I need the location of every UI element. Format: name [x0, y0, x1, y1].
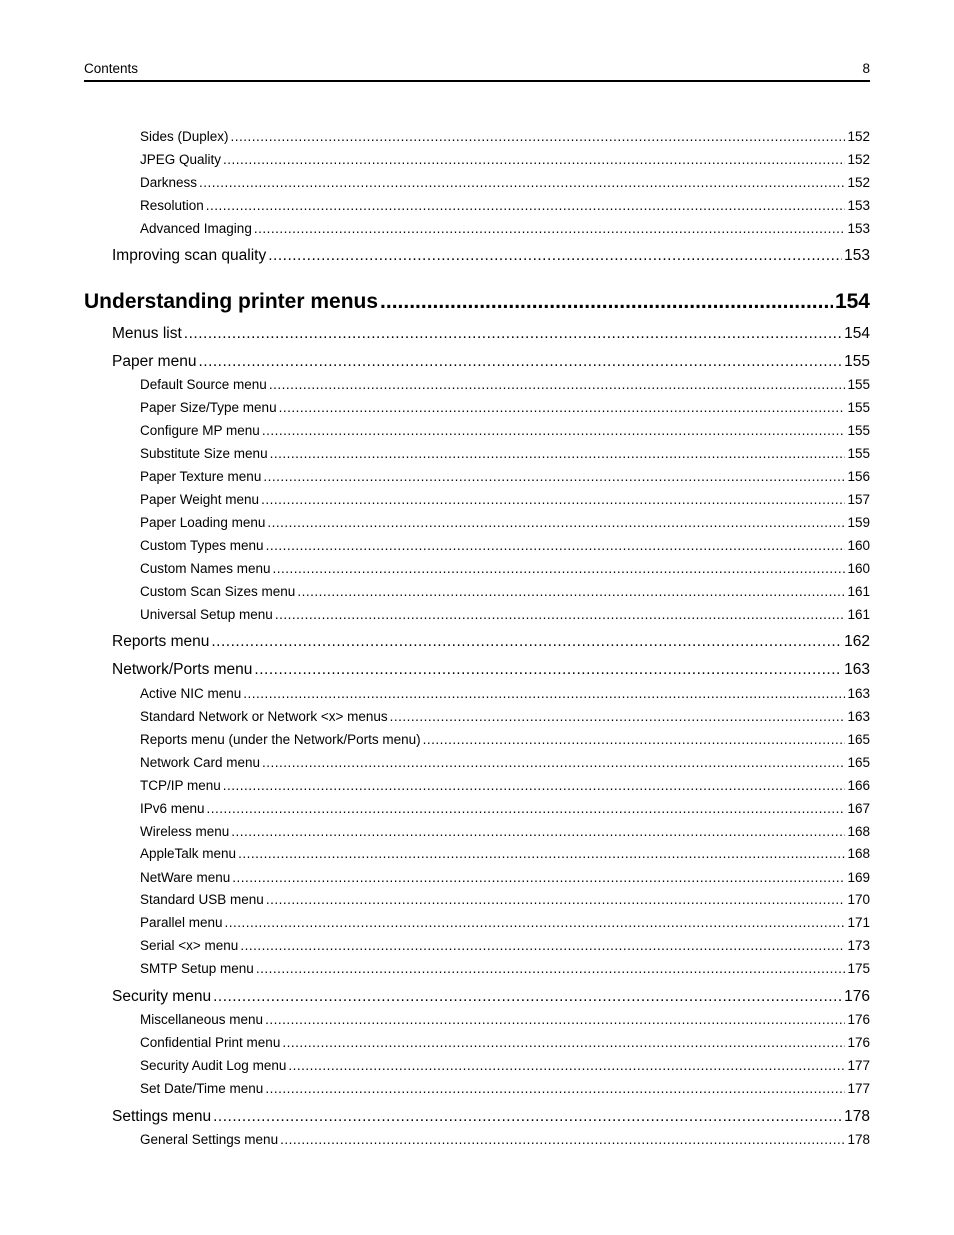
toc-subsection-entry[interactable]	[140, 800, 870, 818]
toc-entry-page-number: 168	[847, 846, 870, 861]
toc-subsection-entry[interactable]	[140, 445, 870, 463]
dot-leader	[213, 1107, 842, 1127]
toc-entry-page-number: 155	[847, 423, 870, 438]
toc-subsection-entry[interactable]	[140, 491, 870, 509]
toc-entry-label: Security menu	[112, 988, 212, 1005]
dot-leader	[297, 583, 845, 601]
toc-entry-label: Standard USB menu	[140, 892, 264, 907]
toc-entry-label: Parallel menu	[140, 915, 223, 930]
dot-leader	[273, 560, 846, 578]
page-header	[84, 60, 870, 82]
toc-entry-page-number: 154	[844, 325, 870, 342]
toc-entry-page-number: 165	[847, 732, 870, 747]
toc-subsection-entry[interactable]	[140, 914, 870, 932]
toc-entry-label: Confidential Print menu	[140, 1035, 281, 1050]
toc-entry-label: Paper Loading menu	[140, 515, 266, 530]
toc-subsection-entry[interactable]	[140, 845, 870, 863]
toc-entry-label: Default Source menu	[140, 377, 267, 392]
dot-leader	[211, 632, 842, 652]
toc-entry-label: Substitute Size menu	[140, 446, 268, 461]
toc-entry-page-number: 156	[847, 469, 870, 484]
toc-entry-label: Paper Size/Type menu	[140, 400, 277, 415]
toc-entry-page-number: 152	[847, 129, 870, 144]
toc-entry-page-number: 163	[844, 661, 870, 678]
toc-entry-page-number: 163	[847, 686, 870, 701]
toc-subsection-entry[interactable]	[140, 1080, 870, 1098]
toc-entry-page-number: 165	[847, 755, 870, 770]
dot-leader	[256, 960, 846, 978]
toc-entry-label: Network Card menu	[140, 755, 261, 770]
toc-subsection-entry[interactable]	[140, 514, 870, 532]
toc-entry-page-number: 176	[847, 1035, 870, 1050]
toc-entry-label: Reports menu (under the Network/Ports menu)	[140, 732, 421, 747]
toc-entry-page-number: 155	[847, 400, 870, 415]
dot-leader	[213, 987, 842, 1007]
dot-leader	[266, 537, 846, 555]
toc-entry-label: Reports menu	[112, 633, 210, 650]
toc-subsection-entry[interactable]	[140, 560, 870, 578]
toc-entry-page-number: 161	[847, 607, 870, 622]
toc-entry-page-number: 155	[847, 446, 870, 461]
dot-leader	[223, 777, 846, 795]
toc-entry-label: NetWare menu	[140, 870, 231, 885]
toc-entry-page-number: 153	[844, 247, 870, 264]
toc-subsection-entry[interactable]	[140, 891, 870, 909]
toc-entry-page-number: 160	[847, 538, 870, 553]
toc-entry-label: Understanding printer menus	[84, 290, 379, 313]
toc-entry-page-number: 153	[847, 198, 870, 213]
toc-subsection-entry[interactable]	[140, 128, 870, 146]
toc-entry-label: Resolution	[140, 198, 204, 213]
toc-section-entry[interactable]	[112, 660, 870, 680]
dot-leader	[282, 1034, 845, 1052]
toc-subsection-entry[interactable]	[140, 537, 870, 555]
toc-entry-page-number: 178	[847, 1132, 870, 1147]
toc-entry-page-number: 157	[847, 492, 870, 507]
toc-subsection-entry[interactable]	[140, 960, 870, 978]
toc-entry-label: Sides (Duplex)	[140, 129, 229, 144]
toc-entry-page-number: 168	[847, 824, 870, 839]
dot-leader	[198, 352, 842, 372]
dot-leader	[265, 1011, 845, 1029]
toc-entry-label: Improving scan quality	[112, 247, 267, 264]
toc-entry-page-number: 163	[847, 709, 870, 724]
toc-subsection-entry[interactable]	[140, 1057, 870, 1075]
toc-entry-label: Standard Network or Network <x> menus	[140, 709, 388, 724]
toc-entry-page-number: 176	[847, 1012, 870, 1027]
toc-entry-page-number: 178	[844, 1108, 870, 1125]
toc-entry-label: SMTP Setup menu	[140, 961, 254, 976]
toc-entry-page-number: 171	[847, 915, 870, 930]
dot-leader	[199, 174, 845, 192]
header-page-number: 8	[862, 61, 870, 76]
toc-entry-label: Advanced Imaging	[140, 221, 252, 236]
toc-entry-page-number: 173	[847, 938, 870, 953]
toc-subsection-entry[interactable]	[140, 197, 870, 215]
dot-leader	[390, 708, 846, 726]
toc-subsection-entry[interactable]	[140, 399, 870, 417]
toc-entry-page-number: 162	[844, 633, 870, 650]
toc-section-entry[interactable]	[112, 1107, 870, 1127]
toc-entry-page-number: 153	[847, 221, 870, 236]
dot-leader	[232, 869, 845, 887]
toc-chapter-entry[interactable]	[84, 288, 870, 316]
toc-entry-page-number: 177	[847, 1058, 870, 1073]
toc-subsection-entry[interactable]	[140, 422, 870, 440]
toc-subsection-entry[interactable]	[140, 583, 870, 601]
toc-entry-label: Custom Scan Sizes menu	[140, 584, 296, 599]
toc-entry-label: Configure MP menu	[140, 423, 260, 438]
toc-section-entry[interactable]	[112, 352, 870, 372]
toc-entry-page-number: 170	[847, 892, 870, 907]
toc-entry-label: Serial <x> menu	[140, 938, 239, 953]
dot-leader	[243, 685, 845, 703]
dot-leader	[270, 445, 846, 463]
dot-leader	[268, 246, 842, 266]
dot-leader	[380, 288, 833, 316]
toc-subsection-entry[interactable]	[140, 731, 870, 749]
dot-leader	[207, 800, 846, 818]
toc-subsection-entry[interactable]	[140, 174, 870, 192]
header-title: Contents	[84, 61, 139, 76]
dot-leader	[225, 914, 846, 932]
toc-entry-page-number: 152	[847, 175, 870, 190]
toc-entry-page-number: 166	[847, 778, 870, 793]
dot-leader	[288, 1057, 845, 1075]
toc-entry-label: General Settings menu	[140, 1132, 279, 1147]
dot-leader	[263, 468, 845, 486]
toc-entry-page-number: 155	[844, 353, 870, 370]
toc-subsection-entry[interactable]	[140, 220, 870, 238]
toc-section-entry[interactable]	[112, 632, 870, 652]
toc-entry-label: Settings menu	[112, 1108, 212, 1125]
toc-subsection-entry[interactable]	[140, 937, 870, 955]
toc-entry-label: Wireless menu	[140, 824, 230, 839]
dot-leader	[279, 399, 846, 417]
toc-entry-page-number: 159	[847, 515, 870, 530]
toc-subsection-entry[interactable]	[140, 777, 870, 795]
dot-leader	[231, 128, 846, 146]
toc-subsection-entry[interactable]	[140, 823, 870, 841]
toc-entry-label: TCP/IP menu	[140, 778, 221, 793]
toc-entry-page-number: 176	[844, 988, 870, 1005]
toc-section-entry[interactable]	[112, 987, 870, 1007]
dot-leader	[238, 845, 845, 863]
dot-leader	[254, 660, 842, 680]
toc-subsection-entry[interactable]	[140, 869, 870, 887]
toc-entry-page-number: 175	[847, 961, 870, 976]
toc-entry-label: IPv6 menu	[140, 801, 205, 816]
toc-section-entry[interactable]	[112, 324, 870, 344]
toc-entry-page-number: 161	[847, 584, 870, 599]
dot-leader	[184, 324, 842, 344]
toc-subsection-entry[interactable]	[140, 754, 870, 772]
toc-entry-label: Custom Names menu	[140, 561, 271, 576]
dot-leader	[261, 491, 845, 509]
dot-leader	[240, 937, 845, 955]
toc-entry-label: Custom Types menu	[140, 538, 264, 553]
toc-entry-label: Universal Setup menu	[140, 607, 273, 622]
dot-leader	[423, 731, 846, 749]
toc-entry-page-number: 152	[847, 152, 870, 167]
toc-entry-label: JPEG Quality	[140, 152, 222, 167]
toc-subsection-entry[interactable]	[140, 468, 870, 486]
toc-entry-label: Miscellaneous menu	[140, 1012, 264, 1027]
toc-subsection-entry[interactable]	[140, 1011, 870, 1029]
toc-entry-label: Set Date/Time menu	[140, 1081, 264, 1096]
dot-leader	[206, 197, 846, 215]
toc-entry-label: Network/Ports menu	[112, 661, 253, 678]
toc-entry-label: Paper menu	[112, 353, 197, 370]
dot-leader	[265, 1080, 845, 1098]
toc-subsection-entry[interactable]	[140, 1034, 870, 1052]
toc-entry-label: Paper Weight menu	[140, 492, 260, 507]
toc-subsection-entry[interactable]	[140, 708, 870, 726]
dot-leader	[266, 891, 846, 909]
toc-entry-label: Security Audit Log menu	[140, 1058, 287, 1073]
toc-subsection-entry[interactable]	[140, 685, 870, 703]
toc-entry-label: Menus list	[112, 325, 182, 342]
toc-subsection-entry[interactable]	[140, 376, 870, 394]
dot-leader	[262, 754, 845, 772]
toc-subsection-entry[interactable]	[140, 151, 870, 169]
toc-section-entry[interactable]	[112, 246, 870, 266]
toc-entry-page-number: 167	[847, 801, 870, 816]
dot-leader	[275, 606, 846, 624]
dot-leader	[231, 823, 845, 841]
dot-leader	[269, 376, 846, 394]
toc-entry-label: Active NIC menu	[140, 686, 242, 701]
toc-entry-label: Darkness	[140, 175, 198, 190]
toc-subsection-entry[interactable]	[140, 606, 870, 624]
toc-entry-label: AppleTalk menu	[140, 846, 237, 861]
toc-entry-page-number: 154	[834, 290, 870, 313]
toc-entry-page-number: 177	[847, 1081, 870, 1096]
toc-entry-label: Paper Texture menu	[140, 469, 262, 484]
dot-leader	[280, 1131, 845, 1149]
toc-entry-page-number: 169	[847, 870, 870, 885]
toc-entry-page-number: 155	[847, 377, 870, 392]
dot-leader	[267, 514, 845, 532]
toc-entry-page-number: 160	[847, 561, 870, 576]
dot-leader	[254, 220, 846, 238]
dot-leader	[223, 151, 845, 169]
toc-subsection-entry[interactable]	[140, 1131, 870, 1149]
dot-leader	[262, 422, 846, 440]
